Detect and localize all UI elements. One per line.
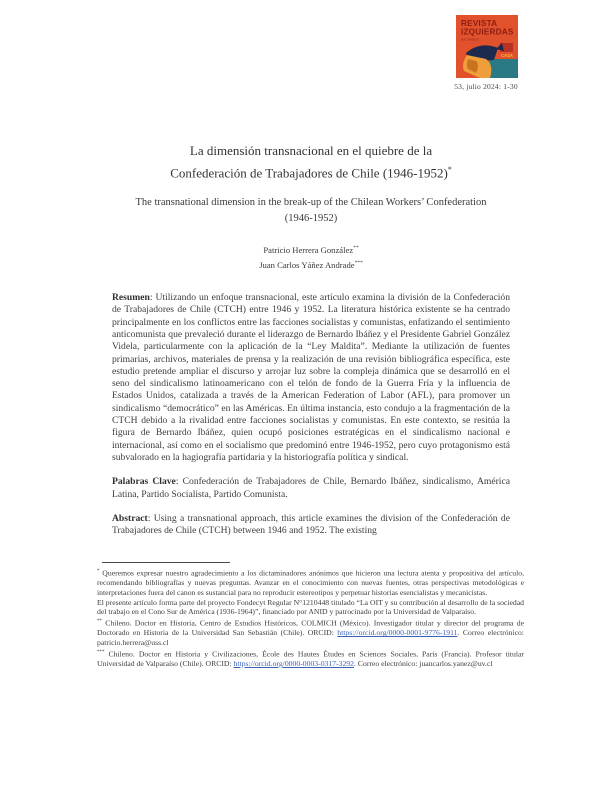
footnotes [97, 567, 524, 669]
author-2: Juan Carlos Yáñez Andrade*** [259, 260, 363, 271]
footnote-2: ** Chileno. Doctor en Historia, Centro de Estudios Históricos, COLMICH (México). Investigador titular y director del programa de Doctorado en Historia de la Universidad San Sebastián (Chile). ORCID: https://orcid.org/0000-0001-9776-1911. Correo electrónico: patricio.herrera@uss.cl [97, 618, 524, 648]
article-title-english [112, 195, 510, 227]
article-title-spanish [112, 142, 510, 182]
title-footnote-marker: * [447, 164, 452, 174]
article-title-line1: La dimensión transnacional en el quiebre de la [189, 143, 433, 158]
keywords: Palabras Clave: Confederación de Trabajadores de Chile, Bernardo Ibáñez, sindicalismo, América Latina, Partido Socialista, Partido Comunista. [112, 476, 510, 500]
abstract-spanish-label: Resumen [112, 292, 150, 304]
logo-title-line1: REVISTA [461, 19, 498, 28]
abstract-english-label: Abstract [112, 512, 148, 524]
logo-teal-shape [490, 59, 518, 78]
footnote-2-marker: ** [97, 619, 102, 625]
footnote-3-marker: *** [97, 649, 105, 655]
orcid-link-author1[interactable]: https://orcid.org/0000-0001-9776-1911 [337, 628, 458, 638]
logo-subtitle: los matices [461, 37, 479, 42]
abstract-english: Abstract: Using a transnational approach, this article examines the division of the Confederación de Trabajadores de Chile (CTCH) between 1946 and 1952. The existing [112, 512, 510, 537]
author-list [112, 242, 510, 272]
logo-badge-text: CASA [501, 53, 513, 58]
author-1-footnote-marker: ** [353, 245, 359, 252]
journal-logo-image [456, 15, 518, 78]
footnote-1-marker: * [97, 569, 100, 574]
article-front-matter [112, 142, 510, 547]
keywords-label: Palabras Clave [112, 476, 176, 488]
journal-logo [456, 15, 518, 78]
orcid-link-author2[interactable]: https://orcid.org/0000-0003-0317-3292 [233, 659, 354, 669]
footnote-3: *** Chileno. Doctor en Historia y Civilizaciones, École des Hautes Études en Sciences Sociales, París (Francia). Profesor titular Universidad de Valparaíso (Chile). ORCID: https://orcid.org/0000-0003-0317-3292. Correo electrónico: juancarlos.yanez@uv.cl [97, 649, 524, 669]
article-title-english-line2: (1946-1952) [284, 213, 338, 225]
footnote-1-continuation: El presente artículo forma parte del proyecto Fondecyt Regular N°1210448 titulado “La OIT y su contribución al desarrollo de la sociedad del trabajo en el Cono Sur de América (1936-1964)”, financiado por ANID y patrocinado por la Universidad de Valparaíso. [97, 597, 524, 617]
logo-title-line2: IZQUIERDAS [461, 27, 514, 37]
article-title-english-line1: The transnational dimension in the break-up of the Chilean Workers’ Confederation [135, 197, 487, 209]
article-title-line2: Confederación de Trabajadores de Chile (1946-1952)* [170, 164, 452, 180]
abstract-spanish: Resumen: Utilizando un enfoque transnacional, este artículo examina la división de la Confederación de Trabajadores de Chile (CTCH) entre 1946 y 1952. La literatura histórica existente se ha centrado principalmente en los conflictos entre las facciones socialistas y comunistas, enfatizando el sentimiento anticomunista que prevaleció durante el liderazgo de Bernardo Ibáñez y el Presidente Gabriel González Videla, particularmente con la aplicación de la “Ley Maldita”. Mediante la utilización de fuentes primarias, archivos, materiales de prensa y la realización de una revisión bibliográfica específica, este estudio pretende ampliar el discurso y arrojar luz sobre la compleja dinámica que se desarrolló en el seno del sindicalismo latinoamericano con el telón de fondo de la Guerra Fría y la influencia de Estados Unidos, catalizada a través de la American Federation of Labor (AFL), para promover un sindicalismo “democrático” en las Américas. En última instancia, esto condujo a la fragmentación de la CTCH debido a la rivalidad entre facciones socialistas y comunistas. En este contexto, se resitúa la figura de Bernardo Ibáñez, quien ocupó posiciones estratégicas en el sindicalismo nacional e internacional, así como en el socialismo que predominó entre 1946-1952, pero cuyo protagonismo está subvalorado en la hagiografía partidaria y la historiografía política y sindical. [112, 292, 510, 463]
author-1: Patricio Herrera González** [263, 245, 359, 256]
issue-info: 53, julio 2024: 1-30 [454, 82, 518, 91]
author-2-footnote-marker: *** [354, 260, 363, 267]
footnote-separator [102, 562, 230, 563]
footnote-1: * Queremos expresar nuestro agradecimiento a los dictaminadores anónimos que hicieron una lectura atenta y propositiva del artículo, recomendando bibliografías y nuevas preguntas. Avanzar en el conocimiento con nuevas fuentes, otras perspectivas metodológicas e interpretaciones fuera del canon es sustancial para no reproducir estereotipos y perpetuar historias esencialistas y mecanicistas. [97, 568, 524, 597]
